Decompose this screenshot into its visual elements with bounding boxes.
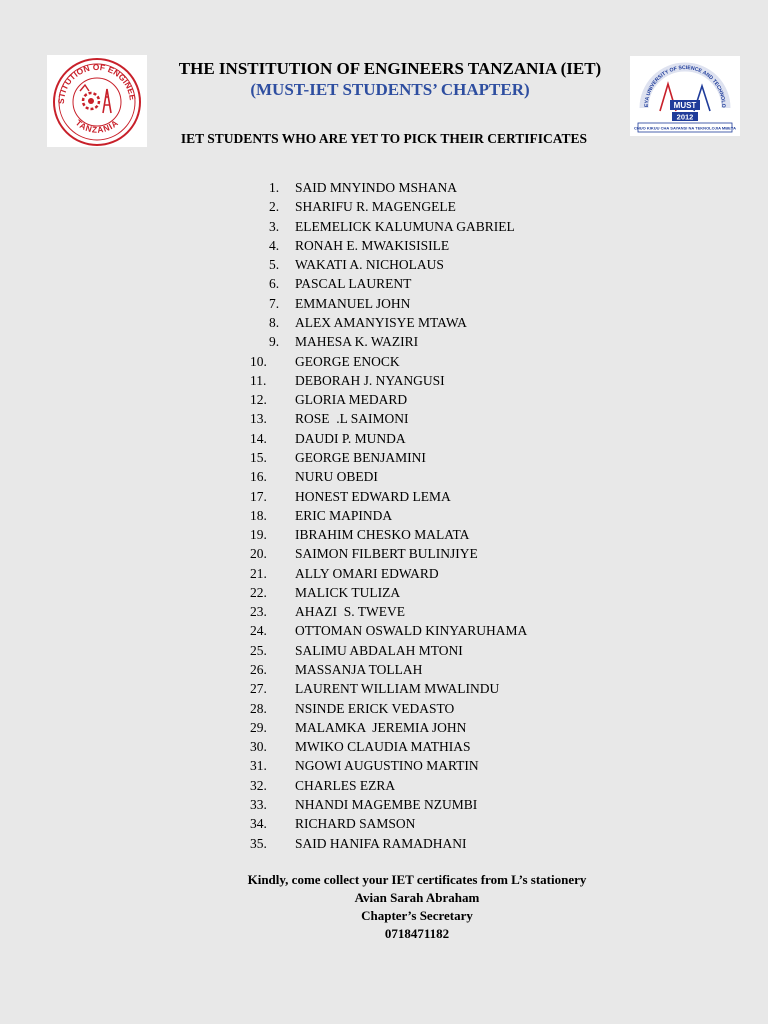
list-item [250,737,527,756]
student-name: SAID MNYINDO MSHANA [295,180,458,195]
must-arc-text: EYA UNIVERSITY OF SCIENCE AND TECHNOLO [643,64,727,108]
list-item [250,255,527,274]
student-name: IBRAHIM CHESKO MALATA [295,527,470,543]
list-item-number: 6. [269,276,280,292]
must-year-text: 2012 [676,112,694,122]
student-name: GEORGE BENJAMINI [295,449,426,465]
student-list [250,178,527,853]
student-name: SALIMU ABDALAH MTONI [295,642,463,658]
student-name: ROSE .L SAIMONI [295,411,409,427]
must-badge-text: MUST [673,101,697,110]
student-name: CHARLES EZRA [295,777,396,793]
student-name: ERIC MAPINDA [295,507,393,523]
list-item [250,699,527,718]
student-name: GEORGE ENOCK [295,353,400,369]
student-name: SAID HANIFA RAMADHANI [295,835,467,851]
student-name: ALEX AMANYISYE MTAWA [295,314,467,330]
footer-notice [0,871,768,943]
list-item [250,332,527,351]
list-item-number: 23. [250,604,267,620]
iet-seal-top-text: STITUTION OF ENGINEE [55,61,138,105]
list-item-number: 12. [250,392,267,408]
list-item-number: 9. [269,334,280,350]
student-name: NGOWI AUGUSTINO MARTIN [295,758,479,774]
list-item-number: 7. [269,295,280,311]
list-item [250,274,527,293]
list-item [250,795,527,814]
list-item [250,217,527,236]
list-item [250,814,527,833]
student-name: ALLY OMARI EDWARD [295,565,439,581]
student-name: ELEMELICK KALUMUNA GABRIEL [295,218,515,234]
list-item-number: 16. [250,469,267,485]
list-item-number: 20. [250,546,267,562]
list-item-number: 33. [250,797,267,812]
list-item [250,544,527,563]
student-name: LAURENT WILLIAM MWALINDU [295,681,500,697]
list-item [250,718,527,737]
student-name: RICHARD SAMSON [295,816,416,832]
list-item-number: 26. [250,662,267,678]
list-item [250,583,527,602]
list-item-number: 27. [250,681,267,697]
list-item-number: 8. [269,314,280,330]
list-item-number: 2. [269,199,280,215]
list-item [250,756,527,775]
list-item [250,602,527,621]
list-item-number: 5. [269,257,280,273]
list-item-number: 14. [250,430,267,446]
student-name: MASSANJA TOLLAH [295,662,423,678]
list-item [250,448,527,467]
list-item [250,641,527,660]
iet-seal-bottom-text: TANZANIA [73,117,121,135]
list-item-number: 35. [250,835,267,851]
list-item [250,834,527,853]
list-item-number: 25. [250,642,267,658]
list-item [250,197,527,216]
list-item [250,487,527,506]
student-name: GLORIA MEDARD [295,392,408,408]
list-item-number: 3. [269,218,280,234]
list-item [250,294,527,313]
list-item-number: 28. [250,700,267,716]
chapter-subtitle: (MUST-IET STUDENTS’ CHAPTER) [250,80,530,99]
list-item-number: 32. [250,777,267,793]
must-emblem-icon [630,56,740,136]
student-name: NSINDE ERICK VEDASTO [295,700,455,716]
student-name: WAKATI A. NICHOLAUS [295,257,444,273]
list-item [250,506,527,525]
student-name: HONEST EDWARD LEMA [295,488,451,504]
list-item [250,564,527,583]
student-name: NHANDI MAGEMBE NZUMBI [295,797,478,812]
student-name: MALICK TULIZA [295,584,401,600]
list-item [250,371,527,390]
student-name: RONAH E. MWAKISISILE [295,237,450,253]
list-item-number: 30. [250,739,267,755]
list-item-number: 13. [250,411,267,427]
institution-title: THE INSTITUTION OF ENGINEERS TANZANIA (IET) [178,59,602,78]
must-motto-text: CHUO KIKUU CHA SAYANSI NA TEKNOLOJIA MBEYA [633,125,737,131]
list-item [250,621,527,640]
list-item-number: 15. [250,449,267,465]
list-item [250,660,527,679]
student-name: NURU OBEDI [295,469,378,485]
student-name: DAUDI P. MUNDA [295,430,406,446]
list-item-number: 17. [250,488,267,504]
list-item [250,429,527,448]
list-item-number: 4. [269,237,280,253]
must-logo [630,56,740,136]
list-item-number: 29. [250,719,267,735]
secretary-name: Avian Sarah Abraham [354,890,480,905]
student-name: SHARIFU R. MAGENGELE [295,199,456,215]
list-item-number: 10. [250,353,267,369]
list-item-number: 21. [250,565,267,581]
secretary-role: Chapter’s Secretary [361,908,473,923]
list-item-number: 11. [250,372,267,388]
student-name: AHAZI S. TWEVE [295,604,405,620]
list-item-number: 24. [250,623,267,639]
student-name: MWIKO CLAUDIA MATHIAS [295,739,471,755]
student-name: MAHESA K. WAZIRI [295,334,419,350]
list-item-number: 18. [250,507,267,523]
list-item-number: 22. [250,584,267,600]
list-item [250,352,527,371]
list-item-number: 34. [250,816,267,832]
list-item [250,679,527,698]
list-item-number: 19. [250,527,267,543]
notice-heading: IET STUDENTS WHO ARE YET TO PICK THEIR CERTIFICATES [180,131,588,146]
student-name: SAIMON FILBERT BULINJIYE [295,546,478,562]
list-item [250,409,527,428]
student-name: OTTOMAN OSWALD KINYARUHAMA [295,623,528,639]
list-item [250,776,527,795]
student-name: MALAMKA JEREMIA JOHN [295,719,467,735]
secretary-phone: 0718471182 [384,926,450,941]
list-item [250,467,527,486]
list-item-number: 31. [250,758,267,774]
list-item [250,525,527,544]
letterhead [150,58,630,100]
list-item-number: 1. [269,180,280,195]
list-item [250,236,527,255]
list-item [250,313,527,332]
student-name: PASCAL LAURENT [295,276,412,292]
list-item [250,390,527,409]
student-name: EMMANUEL JOHN [295,295,411,311]
collection-notice: Kindly, come collect your IET certificates from L’s stationery [247,872,587,887]
student-name: DEBORAH J. NYANGUSI [295,372,445,388]
list-item [250,178,527,197]
